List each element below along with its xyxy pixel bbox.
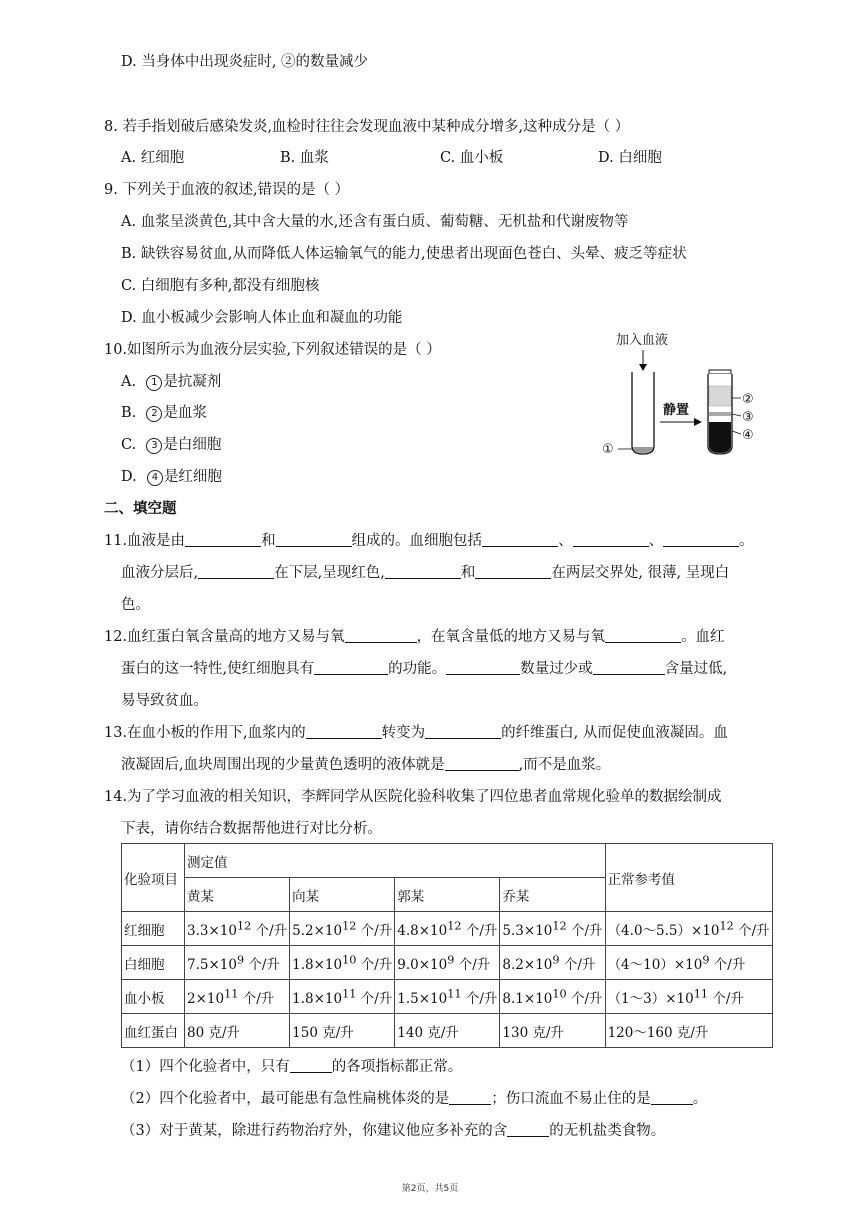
q8-stem: 8. 若手指划破后感染发炎,血检时往往会发现血液中某种成分增多,这种成分是（ ） [104, 119, 630, 135]
table-row [122, 946, 773, 980]
q11-line2: 血液分层后, 在下层,呈现红色, 和 在两层交界处, 很薄, 呈现白 [121, 565, 730, 581]
table-cell: $2\times 10^{11}$ 个/升 [185, 980, 290, 1014]
reference-cell: $(4.0\sim 5.5)\times 10^{12}$ 个/升 [605, 912, 772, 946]
q8-option-b: B. 血浆 [280, 150, 329, 166]
q8-option-a: A. 红细胞 [121, 150, 185, 166]
patient-name: 郭某 [395, 878, 500, 912]
figure-label-4: ④ [742, 428, 754, 443]
q14-line1: 14.为了学习血液的相关知识，李辉同学从医院化验科收集了四位患者血常规化验单的数据绘制成 [104, 789, 722, 805]
patient-name: 向某 [290, 878, 395, 912]
q10-option-a: A. 1 是抗凝剂 [121, 374, 222, 390]
page-footer: 第2页，共5页 [401, 1184, 459, 1194]
figure-label-1: ① [602, 442, 614, 457]
row-label: 红细胞 [122, 912, 185, 946]
table-cell: $8.2\times 10^9$ 个/升 [500, 946, 605, 980]
reference-cell: $(1\sim 3)\times 10^{11}$ 个/升 [605, 980, 772, 1014]
reference-cell: $(4\sim 10)\times 10^9$ 个/升 [605, 946, 772, 980]
table-cell: $1.8\times 10^{11}$ 个/升 [290, 980, 395, 1014]
q13-line1: 13.在血小板的作用下,血浆内的 转变为 的纤维蛋白, 从而促使血液凝固。血 [104, 725, 728, 741]
table-row [122, 912, 773, 946]
patient-name: 黄某 [185, 878, 290, 912]
figure-label-3: ③ [742, 410, 754, 425]
table-cell: 80 克/升 [185, 1014, 290, 1048]
section-title: 二、填空题 [104, 501, 177, 517]
header-reference: 正常参考值 [605, 844, 772, 912]
table-cell: 140 克/升 [395, 1014, 500, 1048]
table-cell: $5.3\times 10^{12}$ 个/升 [500, 912, 605, 946]
row-label: 血小板 [122, 980, 185, 1014]
row-label: 白细胞 [122, 946, 185, 980]
q10-option-d: D. 4 是红细胞 [121, 469, 222, 485]
table-cell: $3.3\times 10^{12}$ 个/升 [185, 912, 290, 946]
q11-line3: 色。 [121, 597, 150, 613]
q11-line1: 11.血液是由 和 组成的。血细胞包括 、 、 。 [104, 533, 754, 549]
patient-name: 乔某 [500, 878, 605, 912]
figure-arrow-label: 静置 [663, 403, 690, 418]
table-cell: $5.2\times 10^{12}$ 个/升 [290, 912, 395, 946]
q14-sub1: （1）四个化验者中，只有 的各项指标都正常。 [121, 1059, 463, 1075]
table-cell: $7.5\times 10^9$ 个/升 [185, 946, 290, 980]
q12-line2: 蛋白的这一特性,使红细胞具有 的功能。 数量过少或 含量过低, [121, 661, 728, 677]
q12-line1: 12.血红蛋白氧含量高的地方又易与氧 ，在氧含量低的地方又易与氧 。血红 [104, 629, 725, 645]
q8-option-c: C. 血小板 [440, 150, 504, 166]
q12-line3: 易导致贫血。 [121, 693, 208, 709]
q10-option-b: B. 2 是血浆 [121, 405, 207, 421]
table-cell: $8.1\times 10^{10}$ 个/升 [500, 980, 605, 1014]
q9-option-c: C. 白细胞有多种,都没有细胞核 [121, 278, 320, 294]
q9-option-d: D. 血小板减少会影响人体止血和凝血的功能 [121, 310, 403, 326]
q9-option-b: B. 缺铁容易贫血,从而降低人体运输氧气的能力,使患者出现面色苍白、头晕、疲乏等症状 [121, 246, 687, 262]
q10-option-c: C. 3 是白细胞 [121, 437, 222, 453]
table-cell: 150 克/升 [290, 1014, 395, 1048]
q14-sub2: （2）四个化验者中，最可能患有急性扁桃体炎的是 ；伤口流血不易止住的是 。 [121, 1091, 708, 1107]
table-cell: $1.8\times 10^{10}$ 个/升 [290, 946, 395, 980]
row-label: 血红蛋白 [122, 1014, 185, 1048]
table-cell: $4.8\times 10^{12}$ 个/升 [395, 912, 500, 946]
figure-top-label: 加入血液 [616, 333, 669, 348]
blood-separation-figure [600, 328, 770, 458]
q13-line2: 液凝固后,血块周围出现的少量黄色透明的液体就是 ,而不是血浆。 [121, 757, 611, 773]
q9-stem: 9. 下列关于血液的叙述,错误的是（ ） [104, 182, 350, 198]
table-cell: $9.0\times 10^9$ 个/升 [395, 946, 500, 980]
table-cell: 130 克/升 [500, 1014, 605, 1048]
lab-results-table [121, 843, 773, 1048]
q14-sub3: （3）对于黄某，除进行药物治疗外，你建议他应多补充的含 的无机盐类食物。 [121, 1123, 666, 1139]
header-item: 化验项目 [122, 844, 185, 912]
figure-label-2: ② [742, 392, 754, 407]
table-row [122, 1014, 773, 1048]
q8-option-d: D. 白细胞 [598, 150, 662, 166]
q14-line2: 下表，请你结合数据帮他进行对比分析。 [121, 821, 382, 837]
q7-option-d: D. 当身体中出现炎症时, ②的数量减少 [121, 54, 369, 70]
table-row [122, 980, 773, 1014]
table-cell: $1.5\times 10^{11}$ 个/升 [395, 980, 500, 1014]
reference-cell: 120～160 克/升 [605, 1014, 772, 1048]
header-measured: 测定值 [185, 844, 606, 878]
q10-stem: 10.如图所示为血液分层实验,下列叙述错误的是（ ） [104, 342, 441, 358]
q9-option-a: A. 血浆呈淡黄色,其中含大量的水,还含有蛋白质、葡萄糖、无机盐和代谢废物等 [121, 214, 629, 230]
